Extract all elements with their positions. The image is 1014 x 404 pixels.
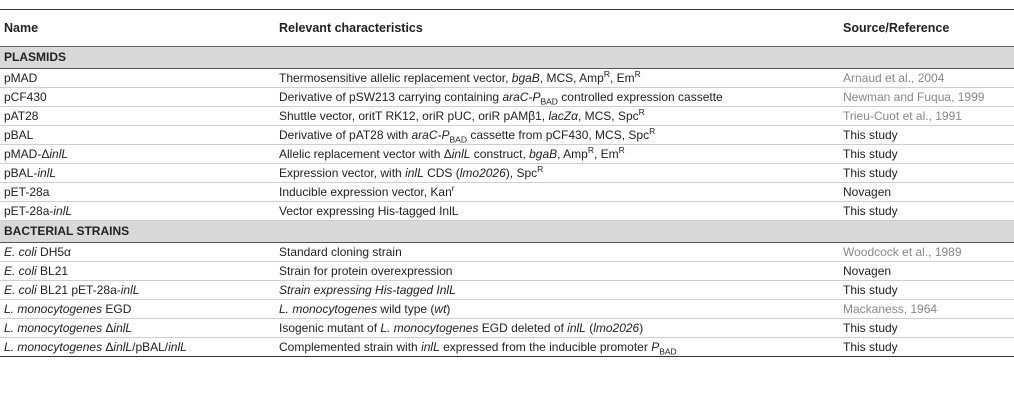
text-segment: CDS ( bbox=[423, 166, 460, 180]
text-segment: , Em bbox=[593, 147, 619, 161]
cell-characteristics bbox=[275, 300, 839, 319]
text-segment: Δ bbox=[102, 340, 114, 354]
text-segment: pMAD-Δ bbox=[4, 147, 50, 161]
text-segment: R bbox=[587, 145, 594, 155]
text-segment: ( bbox=[585, 321, 594, 335]
text-segment: pCF430 bbox=[4, 90, 47, 104]
cell-characteristics bbox=[275, 88, 839, 107]
cell-source: This study bbox=[839, 145, 1014, 164]
cell-name bbox=[0, 107, 275, 126]
cell-characteristics bbox=[275, 262, 839, 281]
text-segment: construct, bbox=[470, 147, 530, 161]
cell-name bbox=[0, 338, 275, 357]
text-segment: lacZα bbox=[548, 109, 578, 123]
cell-source: Novagen bbox=[839, 262, 1014, 281]
cell-source: This study bbox=[839, 126, 1014, 145]
cell-characteristics bbox=[275, 164, 839, 183]
text-segment: Inducible expression vector, Kan bbox=[279, 185, 452, 199]
text-segment: araC-P bbox=[411, 128, 450, 142]
text-segment: inlL bbox=[37, 166, 57, 180]
text-segment: Strain for protein overexpression bbox=[279, 264, 453, 278]
cell-characteristics bbox=[275, 183, 839, 202]
text-segment: pET-28a- bbox=[4, 204, 54, 218]
text-segment: pAT28 bbox=[4, 109, 39, 123]
text-segment: R bbox=[537, 164, 544, 174]
text-segment: BL21 bbox=[36, 264, 69, 278]
cell-name bbox=[0, 88, 275, 107]
text-segment: cassette from pCF430, MCS, Spc bbox=[467, 128, 650, 142]
text-segment: EGD bbox=[102, 302, 132, 316]
text-segment: BAD bbox=[659, 346, 677, 357]
text-segment: L. monocytogenes bbox=[380, 321, 479, 335]
cell-source: Novagen bbox=[839, 183, 1014, 202]
cell-name bbox=[0, 262, 275, 281]
header-characteristics: Relevant characteristics bbox=[275, 10, 839, 47]
text-segment: ) bbox=[446, 302, 451, 316]
cell-name bbox=[0, 202, 275, 221]
text-segment: wild type ( bbox=[377, 302, 435, 316]
cell-characteristics bbox=[275, 202, 839, 221]
table-row bbox=[0, 319, 1014, 338]
text-segment: lmo2026 bbox=[593, 321, 640, 335]
text-segment: Strain expressing His-tagged InlL bbox=[279, 283, 456, 297]
table-row bbox=[0, 281, 1014, 300]
text-segment: P bbox=[651, 340, 660, 354]
text-segment: controlled expression cassette bbox=[557, 90, 723, 104]
text-segment: R bbox=[618, 145, 625, 155]
text-segment: , Em bbox=[609, 71, 635, 85]
table-row bbox=[0, 88, 1014, 107]
text-segment: inlL bbox=[451, 147, 471, 161]
cell-name bbox=[0, 300, 275, 319]
cell-name bbox=[0, 281, 275, 300]
header-source: Source/Reference bbox=[839, 10, 1014, 47]
section-title-strains: BACTERIAL STRAINS bbox=[0, 221, 1014, 243]
text-segment: E. coli bbox=[4, 245, 37, 259]
cell-characteristics bbox=[275, 126, 839, 145]
cell-source: This study bbox=[839, 319, 1014, 338]
text-segment: Isogenic mutant of bbox=[279, 321, 381, 335]
text-segment: Thermosensitive allelic replacement vector, bbox=[279, 71, 512, 85]
text-segment: inlL bbox=[168, 340, 187, 354]
text-segment: BAD bbox=[540, 96, 558, 107]
text-segment: Derivative of pAT28 with bbox=[279, 128, 412, 142]
text-segment: R bbox=[603, 69, 610, 79]
text-segment: EGD deleted of bbox=[478, 321, 568, 335]
cell-name bbox=[0, 243, 275, 262]
top-margin bbox=[0, 0, 1014, 9]
text-segment: Standard cloning strain bbox=[279, 245, 402, 259]
cell-source: This study bbox=[839, 202, 1014, 221]
text-segment: inlL bbox=[113, 340, 133, 354]
text-segment: L. monocytogenes bbox=[4, 340, 103, 354]
cell-source: Arnaud et al., 2004 bbox=[839, 69, 1014, 88]
strains-plasmids-table bbox=[0, 9, 1014, 357]
cell-source: Mackaness, 1964 bbox=[839, 300, 1014, 319]
text-segment: E. coli bbox=[4, 264, 37, 278]
text-segment: lmo2026 bbox=[459, 166, 506, 180]
text-segment: L. monocytogenes bbox=[279, 302, 378, 316]
cell-source: This study bbox=[839, 281, 1014, 300]
table-row bbox=[0, 183, 1014, 202]
cell-characteristics bbox=[275, 243, 839, 262]
text-segment: inlL bbox=[113, 321, 133, 335]
cell-characteristics bbox=[275, 145, 839, 164]
cell-name bbox=[0, 319, 275, 338]
table-row bbox=[0, 300, 1014, 319]
text-segment: Allelic replacement vector with Δ bbox=[279, 147, 452, 161]
text-segment: Shuttle vector, oritT RK12, oriR pUC, oriR pAMβ1, bbox=[279, 109, 549, 123]
text-segment: Expression vector, with bbox=[279, 166, 406, 180]
text-segment: , Amp bbox=[557, 147, 588, 161]
table-header-row bbox=[0, 10, 1014, 47]
text-segment: Vector expressing His-tagged InlL bbox=[279, 204, 459, 218]
section-row-plasmids bbox=[0, 47, 1014, 69]
cell-characteristics bbox=[275, 107, 839, 126]
cell-characteristics bbox=[275, 69, 839, 88]
cell-characteristics bbox=[275, 319, 839, 338]
text-segment: L. monocytogenes bbox=[4, 302, 103, 316]
text-segment: wt bbox=[434, 302, 447, 316]
cell-name bbox=[0, 145, 275, 164]
cell-source: This study bbox=[839, 338, 1014, 357]
cell-name bbox=[0, 183, 275, 202]
text-segment: inlL bbox=[421, 340, 440, 354]
cell-name bbox=[0, 164, 275, 183]
table-row bbox=[0, 338, 1014, 357]
text-segment: r bbox=[451, 183, 455, 193]
text-segment: inlL bbox=[405, 166, 424, 180]
section-title-plasmids: PLASMIDS bbox=[0, 47, 1014, 69]
table-row bbox=[0, 164, 1014, 183]
text-segment: , MCS, Spc bbox=[577, 109, 639, 123]
text-segment: Complemented strain with bbox=[279, 340, 422, 354]
text-segment: pMAD bbox=[4, 71, 38, 85]
table-row bbox=[0, 243, 1014, 262]
text-segment: expressed from the inducible promoter bbox=[439, 340, 652, 354]
text-segment: ), Spc bbox=[505, 166, 538, 180]
cell-name bbox=[0, 126, 275, 145]
cell-source: This study bbox=[839, 164, 1014, 183]
text-segment: pBAL- bbox=[4, 166, 38, 180]
cell-characteristics bbox=[275, 281, 839, 300]
cell-characteristics bbox=[275, 338, 839, 357]
table-row bbox=[0, 107, 1014, 126]
text-segment: inlL bbox=[53, 204, 73, 218]
cell-name bbox=[0, 69, 275, 88]
text-segment: DH5α bbox=[36, 245, 71, 259]
text-segment: bgaB bbox=[511, 71, 540, 85]
header-name: Name bbox=[0, 10, 275, 47]
text-segment: Derivative of pSW213 carrying containing bbox=[279, 90, 503, 104]
text-segment: bgaB bbox=[529, 147, 558, 161]
cell-source: Newman and Fuqua, 1999 bbox=[839, 88, 1014, 107]
text-segment: inlL bbox=[120, 283, 140, 297]
text-segment: , MCS, Amp bbox=[539, 71, 604, 85]
text-segment: R bbox=[649, 126, 656, 136]
table-row bbox=[0, 145, 1014, 164]
text-segment: Δ bbox=[102, 321, 114, 335]
table-row bbox=[0, 69, 1014, 88]
text-segment: araC-P bbox=[502, 90, 541, 104]
text-segment: E. coli bbox=[4, 283, 37, 297]
table-row bbox=[0, 262, 1014, 281]
table-row bbox=[0, 202, 1014, 221]
text-segment: L. monocytogenes bbox=[4, 321, 103, 335]
cell-source: Woodcock et al., 1989 bbox=[839, 243, 1014, 262]
text-segment: inlL bbox=[49, 147, 69, 161]
text-segment: R bbox=[634, 69, 641, 79]
text-segment: BL21 pET-28a- bbox=[36, 283, 121, 297]
cell-source: Trieu-Cuot et al., 1991 bbox=[839, 107, 1014, 126]
section-row-strains bbox=[0, 221, 1014, 243]
text-segment: pBAL bbox=[4, 128, 34, 142]
text-segment: inlL bbox=[567, 321, 586, 335]
text-segment: R bbox=[638, 107, 645, 117]
text-segment: /pBAL/ bbox=[132, 340, 169, 354]
table-row bbox=[0, 126, 1014, 145]
text-segment: BAD bbox=[449, 134, 467, 145]
text-segment: pET-28a bbox=[4, 185, 50, 199]
text-segment: ) bbox=[639, 321, 644, 335]
